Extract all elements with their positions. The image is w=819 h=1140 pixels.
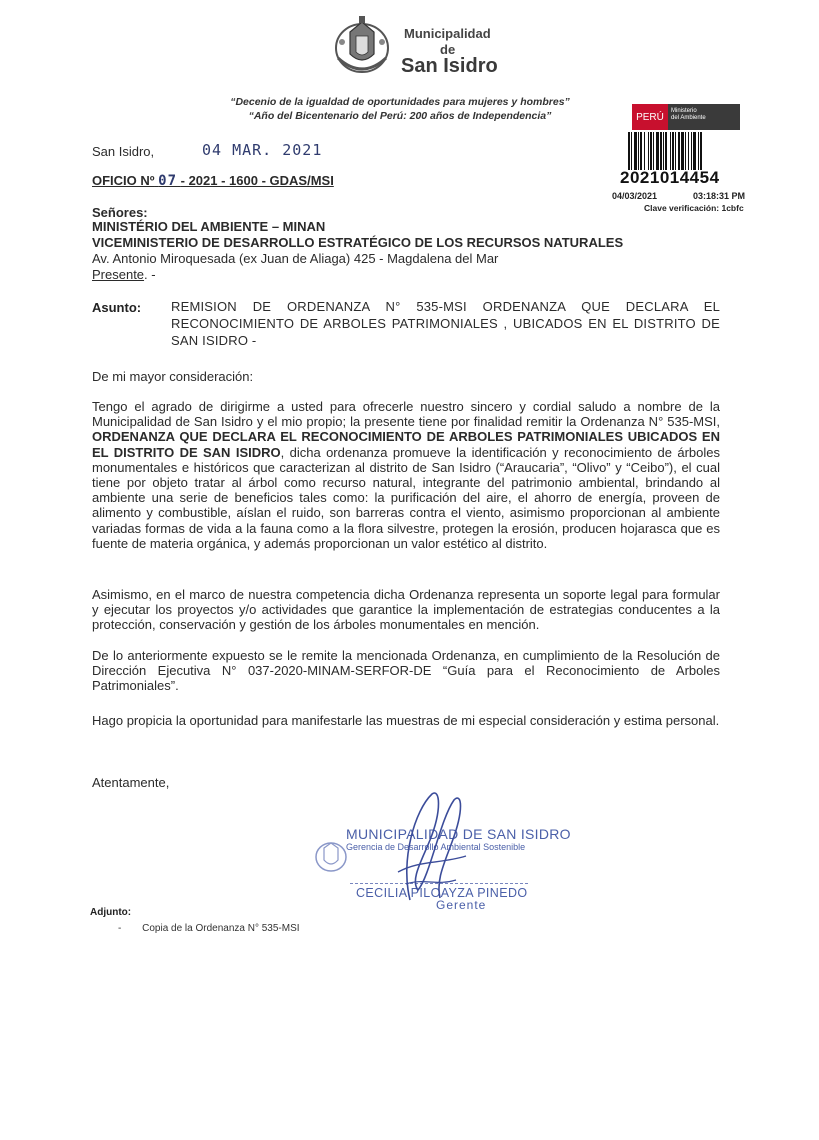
barcode-bar: [700, 132, 702, 170]
barcode-bar: [691, 132, 692, 170]
paragraph-1-bold: ORDENANZA QUE DECLARA EL RECONOCIMIENTO DE ARBOLES PATRIMONIALES UBICADOS EN EL DISTRITO DE SAN ISIDRO: [92, 429, 720, 460]
ministry-label: [668, 104, 740, 130]
barcode-bar: [672, 132, 674, 170]
paragraph-3: De lo anteriormente expuesto se le remite la mencionada Ordenanza, en cumplimiento de la Resolución de Dirección Ejecutiva N° 037-2020-MINAM-SERFOR-DE “Guía para el Reconocimiento de Arboles Patrimoniales”.: [92, 648, 720, 694]
barcode-bar: [644, 132, 645, 170]
paragraph-4: Hago propicia la oportunidad para manifestarle las muestras de mi especial consideración y estima personal.: [92, 713, 720, 728]
seal-department: Gerencia de Desarrollo Ambiental Sostenible: [346, 842, 526, 852]
barcode-bar: [638, 132, 639, 170]
stamp-verification-key: Clave verificación: 1cbfc: [644, 203, 744, 213]
barcode-bar: [648, 132, 649, 170]
bicentenario-slogan: “Año del Bicentenario del Perú: 200 años de Independencia”: [248, 110, 552, 122]
paragraph-1-intro: Tengo el agrado de dirigirme a usted para ofrecerle nuestro sincero y cordial saludo a nombre de la Municipalidad de San Isidro y el mio propio; la presente tiene por finalidad remitir la Ordenanza N° 535-MSI,: [92, 399, 720, 430]
recipient-viceministry: VICEMINISTERIO DE DESARROLLO ESTRATÉGICO DE LOS RECURSOS NATURALES: [92, 235, 624, 250]
barcode-bar: [678, 132, 680, 170]
paragraph-1: [92, 399, 720, 551]
greeting: De mi mayor consideración:: [92, 369, 254, 384]
oficio-handwritten-number: 07: [158, 173, 178, 189]
barcode-bar: [665, 132, 667, 170]
recipient-ministry: MINISTÉRIO DEL AMBIENTE – MINAN: [92, 219, 326, 234]
municipal-crest-logo: [330, 14, 394, 76]
asunto-text: REMISION DE ORDENANZA N° 535-MSI ORDENANZA QUE DECLARA EL RECONOCIMIENTO DE ARBOLES PATRIMONIALES , UBICADOS EN EL DISTRITO DE SAN ISIDRO -: [171, 299, 720, 348]
adjunto-item: [118, 923, 300, 934]
stamp-time: 03:18:31 PM: [693, 191, 746, 201]
signer-name: CECILIA PILOAYZA PINEDO: [356, 886, 528, 900]
stamp-date: 04/03/2021: [612, 191, 658, 201]
presente-tail: . -: [144, 267, 156, 282]
seal-municipality: MUNICIPALIDAD DE SAN ISIDRO: [346, 826, 571, 842]
municipality-name-line3: San Isidro: [401, 55, 498, 77]
barcode-bar: [634, 132, 637, 170]
barcode-bar: [656, 132, 659, 170]
barcode-bar: [675, 132, 676, 170]
barcode-bar: [688, 132, 689, 170]
adjunto-label: Adjunto:: [90, 907, 132, 918]
presente-word: Presente: [92, 267, 145, 282]
adjunto-item-text: Copia de la Ordenanza N° 535-MSI: [142, 923, 300, 934]
municipality-name-line2: de: [440, 42, 456, 57]
recipient-address: Av. Antonio Miroquesada (ex Juan de Aliaga) 425 - Magdalena del Mar: [92, 251, 499, 266]
barcode-bar: [660, 132, 662, 170]
barcode-bar: [663, 132, 664, 170]
peru-ministry-badge: [632, 104, 740, 130]
handwritten-signature-icon: [370, 780, 480, 920]
handwritten-date: 04 MAR. 2021: [202, 141, 323, 159]
barcode-bar: [653, 132, 654, 170]
barcode-bar: [631, 132, 632, 170]
barcode-bar: [640, 132, 642, 170]
barcode-image: [628, 132, 740, 170]
small-crest-stamp-icon: [312, 838, 350, 874]
barcode-bar: [650, 132, 652, 170]
decenio-slogan: “Decenio de la igualdad de oportunidades para mujeres y hombres”: [230, 96, 570, 108]
barcode-bar: [698, 132, 699, 170]
barcode-bar: [681, 132, 684, 170]
oficio-suffix: - 2021 - 1600 - GDAS/MSI: [180, 173, 334, 188]
oficio-prefix: OFICIO Nº: [92, 173, 155, 188]
adjunto-dash: -: [118, 923, 122, 934]
ministry-label-line1: Ministerio: [671, 108, 697, 114]
closing: Atentamente,: [92, 775, 170, 790]
barcode-bar: [628, 132, 630, 170]
asunto-label: Asunto:: [92, 300, 142, 315]
place-label: San Isidro,: [92, 144, 155, 159]
barcode-bar: [685, 132, 686, 170]
signer-title: Gerente: [436, 898, 487, 912]
barcode-bar: [693, 132, 696, 170]
peru-label: PERÚ: [632, 104, 668, 130]
ministry-label-line2: del Ambiente: [671, 115, 706, 121]
municipality-name-line1: Municipalidad: [404, 26, 491, 41]
document-number: 2021014454: [620, 168, 720, 187]
paragraph-1-body: , dicha ordenanza promueve la identificación y reconocimiento de árboles monumentales e históricos que caracterizan al distrito de San Isidro (“Araucaria”, “Olivo” y “Ceibo”), el cual tiene por objeto tratar al árbol como recurso natural, integrante del patrimonio ambiental, brindando al ambiente una serie de beneficios tales como: la purificación del aire, el ahorro de energía, proveen de alimento y combustible, aíslan el ruido, son barreras contra el viento, asimismo proporcionan al ambiente variadas formas de vida a la fauna como a la flora silvestre, protegen la erosión, producen hojarasca que es fuente de materia orgánica, y además proporcionan un valor estético al distrito.: [92, 444, 720, 551]
barcode-bar: [670, 132, 671, 170]
oficio-reference: [92, 173, 354, 189]
recipient-presente: [92, 267, 156, 283]
paragraph-2: Asimismo, en el marco de nuestra competencia dicha Ordenanza representa un soporte legal para formular y ejecutar los proyectos y/o actividades que garantice la implementación de estrategias conducentes a la protección, conservación y gestión de los árboles monumentales en mención.: [92, 587, 720, 633]
recipient-salutation: Señores:: [92, 205, 148, 220]
